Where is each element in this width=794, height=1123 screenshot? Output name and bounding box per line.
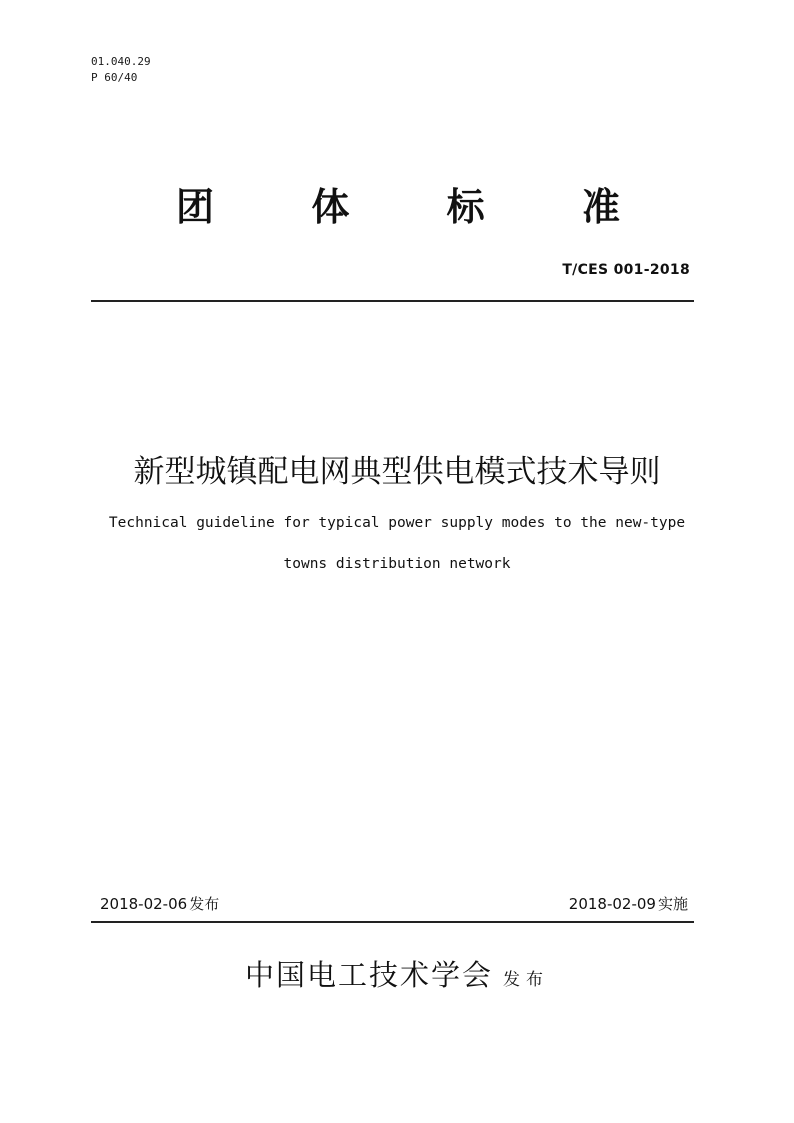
title-english-line-2: towns distribution network bbox=[283, 556, 511, 572]
implement-label: 实施 bbox=[657, 895, 688, 913]
top-divider bbox=[91, 300, 694, 302]
title-chinese: 新型城镇配电网典型供电模式技术导则 bbox=[133, 454, 661, 490]
issuing-organization: 中国电工技术学会 bbox=[244, 958, 493, 992]
standard-type-heading bbox=[176, 182, 620, 232]
implement-date-row bbox=[569, 893, 688, 915]
title-english-line-1: Technical guideline for typical power supply modes to the new-type bbox=[108, 515, 686, 531]
ccs-code: P 60/40 bbox=[91, 71, 138, 84]
standard-number: T/CES 001-2018 bbox=[562, 262, 690, 278]
bottom-divider bbox=[91, 921, 694, 923]
publish-date-row bbox=[100, 893, 219, 915]
issuer-line bbox=[0, 955, 794, 1000]
standard-type-char: 准 bbox=[581, 185, 620, 229]
classification-codes bbox=[91, 54, 151, 86]
standard-type-char: 体 bbox=[311, 185, 350, 229]
publish-date: 2018-02-06 bbox=[100, 895, 188, 913]
standard-type-char: 标 bbox=[446, 185, 485, 229]
standard-type-char: 团 bbox=[176, 185, 215, 229]
publish-label: 发布 bbox=[189, 895, 220, 913]
issuer-suffix: 发布 bbox=[503, 970, 549, 990]
ics-code: 01.040.29 bbox=[91, 55, 151, 68]
implement-date: 2018-02-09 bbox=[568, 895, 656, 913]
